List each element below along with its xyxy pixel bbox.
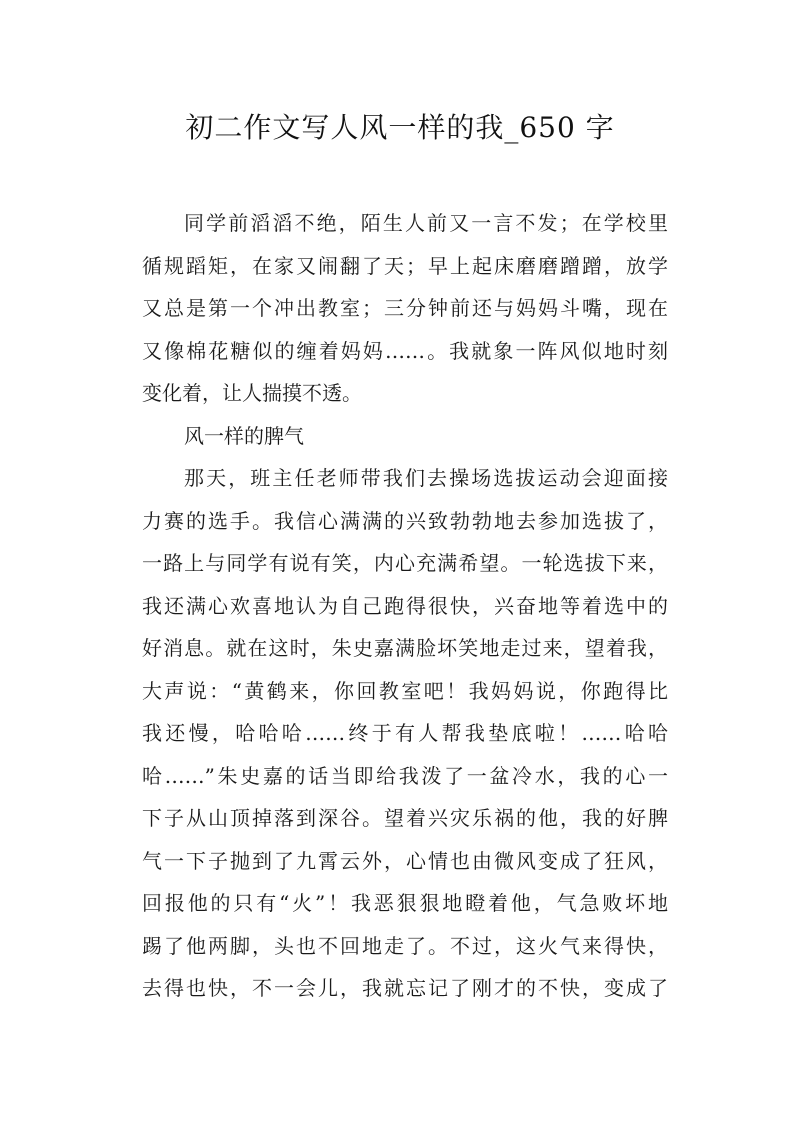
text-line: 又总是第一个冲出教室；三分钟前还与妈妈斗嘴，现在 — [142, 296, 668, 320]
text-line: 大声说：“黄鹤来，你回教室吧！我妈妈说，你跑得比 — [142, 678, 668, 703]
text-line: 又像棉花糖似的缠着妈妈……。我就象一阵风似地时刻 — [142, 338, 668, 363]
text-line: 去得也快，不一会儿，我就忘记了刚才的不快，变成了 — [142, 976, 668, 1000]
text-line: 风一样的脾气 — [184, 423, 304, 448]
text-line: 变化着，让人揣摸不透。 — [142, 381, 362, 405]
text-line: 好消息。就在这时，朱史嘉满脸坏笑地走过来，望着我， — [142, 636, 668, 660]
document-body — [142, 202, 668, 1010]
text-line: 下子从山顶掉落到深谷。望着兴灾乐祸的他，我的好脾 — [142, 806, 668, 830]
text-line: 回报他的只有“火”！我恶狠狠地瞪着他，气急败坏地 — [142, 891, 668, 915]
text-line: 我还慢，哈哈哈……终于有人帮我垫底啦！……哈哈 — [142, 721, 668, 745]
text-line: 力赛的选手。我信心满满的兴致勃勃地去参加选拔了， — [142, 508, 668, 533]
text-line: 循规蹈矩，在家又闹翻了天；早上起床磨磨蹭蹭，放学 — [142, 253, 668, 278]
text-line: 气一下子抛到了九霄云外，心情也由微风变成了狂风， — [142, 848, 668, 873]
text-line: 我还满心欢喜地认为自己跑得很快，兴奋地等着选中的 — [142, 593, 668, 618]
text-line: 那天，班主任老师带我们去操场选拔运动会迎面接 — [184, 466, 668, 490]
text-line: 同学前滔滔不绝，陌生人前又一言不发；在学校里 — [184, 211, 668, 235]
text-line: 哈……”朱史嘉的话当即给我泼了一盆冷水，我的心一 — [142, 763, 668, 788]
document-title: 初二作文写人风一样的我_650 字 — [185, 111, 615, 144]
text-line: 踢了他两脚，头也不回地走了。不过，这火气来得快， — [142, 933, 668, 958]
text-line: 一路上与同学有说有笑，内心充满希望。一轮选拔下来， — [142, 551, 668, 575]
